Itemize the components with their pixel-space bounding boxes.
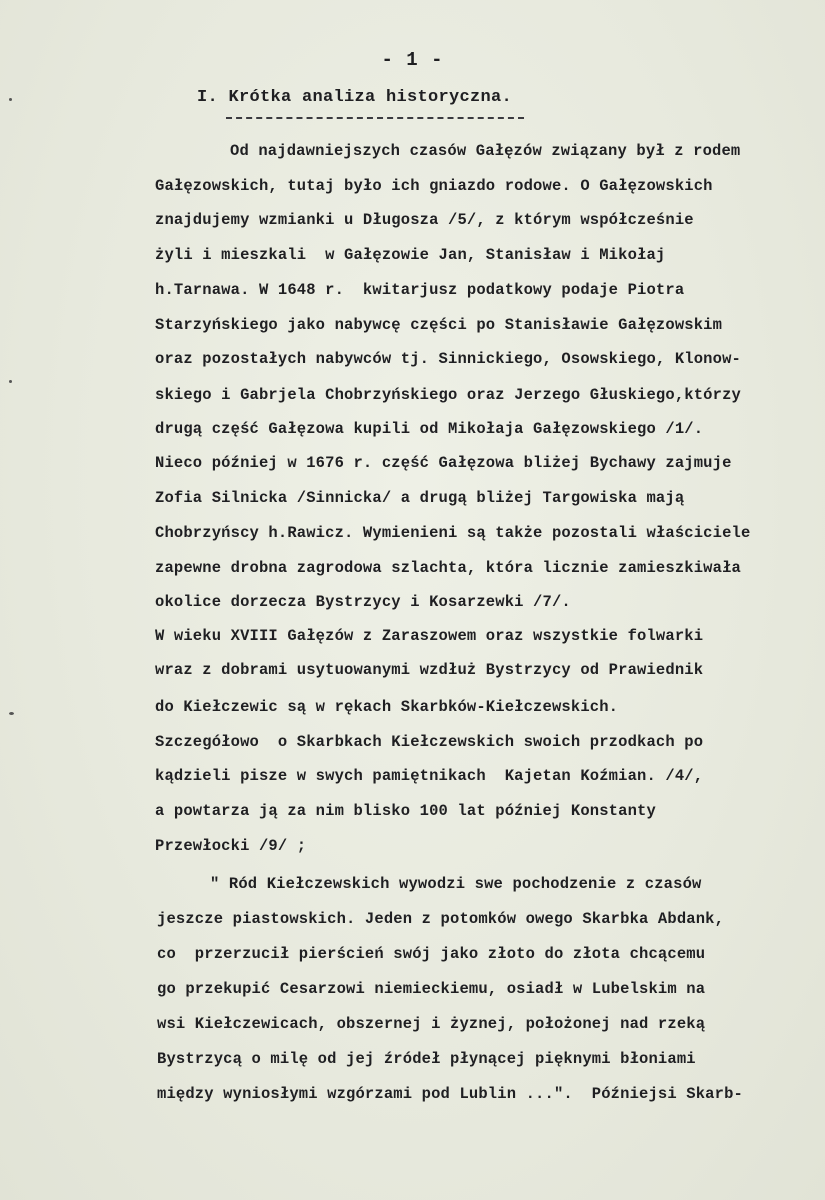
margin-dot — [9, 380, 12, 383]
body-line: Przewłocki /9/ ; — [155, 837, 307, 855]
section-heading: I. Krótka analiza historyczna. — [197, 88, 513, 107]
quote-line: wsi Kiełczewicach, obszernej i żyznej, położonej nad rzeką — [157, 1015, 706, 1033]
body-line: h.Tarnawa. W 1648 r. kwitarjusz podatkowy podaje Piotra — [155, 281, 685, 299]
quote-line: " Ród Kiełczewskich wywodzi swe pochodzenie z czasów — [210, 875, 702, 893]
body-line: kądzieli pisze w swych pamiętnikach Kajetan Koźmian. /4/, — [155, 767, 704, 785]
body-line: Od najdawniejszych czasów Gałęzów związany był z rodem — [230, 142, 741, 160]
body-line: okolice dorzecza Bystrzycy i Kosarzewki /7/. — [155, 593, 571, 611]
body-line: wraz z dobrami usytuowanymi wzdłuż Bystrzycy od Prawiednik — [155, 661, 704, 679]
margin-dot — [9, 712, 14, 715]
quote-line: jeszcze piastowskich. Jeden z potomków owego Skarbka Abdank, — [157, 910, 725, 928]
quote-line: Bystrzycą o milę od jej źródeł płynącej pięknymi błoniami — [157, 1050, 696, 1068]
margin-dot — [9, 98, 12, 101]
body-line: skiego i Gabrjela Chobrzyńskiego oraz Jerzego Głuskiego,którzy — [155, 386, 741, 404]
quote-line: między wyniosłymi wzgórzami pod Lublin ...". Późniejsi Skarb- — [157, 1085, 743, 1103]
body-line: drugą część Gałęzowa kupili od Mikołaja Gałęzowskiego /1/. — [155, 420, 704, 438]
quote-line: go przekupić Cesarzowi niemieckiemu, osiadł w Lubelskim na — [157, 980, 706, 998]
body-line: Nieco później w 1676 r. część Gałęzowa bliżej Bychawy zajmuje — [155, 454, 732, 472]
body-line: Zofia Silnicka /Sinnicka/ a drugą bliżej Targowiska mają — [155, 489, 685, 507]
page-number: - 1 - — [381, 49, 444, 71]
body-line: do Kiełczewic są w rękach Skarbków-Kiełczewskich. — [155, 698, 619, 716]
body-line: zapewne drobna zagrodowa szlachta, która licznie zamieszkiwała — [155, 559, 741, 577]
heading-underline — [226, 117, 524, 119]
body-line: a powtarza ją za nim blisko 100 lat później Konstanty — [155, 802, 656, 820]
body-line: Chobrzyńscy h.Rawicz. Wymienieni są także pozostali właściciele — [155, 524, 751, 542]
body-line: Starzyńskiego jako nabywcę części po Stanisławie Gałęzowskim — [155, 316, 723, 334]
body-line: Szczegółowo o Skarbkach Kiełczewskich swoich przodkach po — [155, 733, 704, 751]
body-line: Gałęzowskich, tutaj było ich gniazdo rodowe. O Gałęzowskich — [155, 177, 713, 195]
quote-line: co przerzucił pierścień swój jako złoto do złota chcącemu — [157, 945, 706, 963]
body-line: oraz pozostałych nabywców tj. Sinnickiego, Osowskiego, Klonow- — [155, 350, 741, 368]
body-line: żyli i mieszkali w Gałęzowie Jan, Stanisław i Mikołaj — [155, 246, 666, 264]
body-line: znajdujemy wzmianki u Długosza /5/, z którym współcześnie — [155, 211, 694, 229]
body-line: W wieku XVIII Gałęzów z Zaraszowem oraz wszystkie folwarki — [155, 627, 704, 645]
